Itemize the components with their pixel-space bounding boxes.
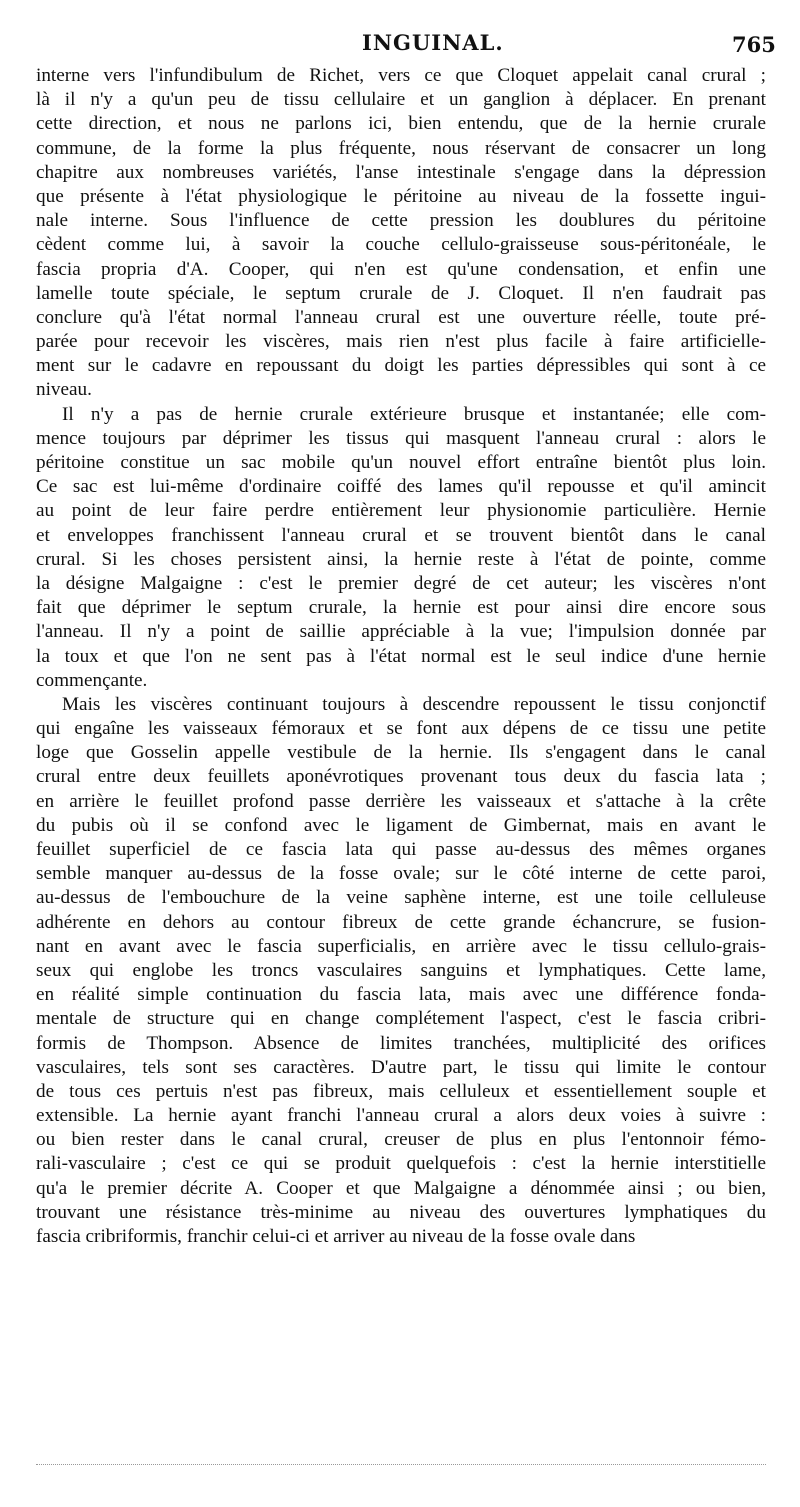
text-line: parée pour recevoir les viscères, mais rien n'est plus facile à faire artificielle- bbox=[36, 331, 766, 353]
text-line: l'anneau. Il n'y a point de saillie appréciable à la vue; l'impulsion donnée par bbox=[36, 621, 766, 643]
text-line: fascia cribriformis, franchir celui-ci et arriver au niveau de la fosse ovale dans bbox=[36, 1226, 636, 1247]
text-line: extensible. La hernie ayant franchi l'anneau crural a alors deux voies à suivre : bbox=[36, 1105, 766, 1127]
text-line: fait que déprimer le septum crurale, la hernie est pour ainsi dire encore sous bbox=[36, 597, 766, 619]
text-line: seux qui englobe les troncs vasculaires sanguins et lymphatiques. Cette lame, bbox=[36, 959, 766, 981]
text-line: nant en avant avec le fascia superficialis, en arrière avec le tissu cellulo-grais- bbox=[36, 935, 766, 957]
text-line: de tous ces pertuis n'est pas fibreux, mais celluleux et essentiellement souple et bbox=[36, 1080, 766, 1102]
text-line: vasculaires, tels sont ses caractères. D'autre part, le tissu qui limite le contour bbox=[36, 1056, 766, 1078]
text-line: adhérente en dehors au contour fibreux de cette grande échancrure, se fusion- bbox=[36, 911, 766, 933]
text-line: lamelle toute spéciale, le septum crurale de J. Cloquet. Il n'en faudrait pas bbox=[36, 282, 766, 304]
paragraph bbox=[36, 403, 766, 693]
text-line: chapitre aux nombreuses variétés, l'anse intestinale s'engage dans la dépression bbox=[36, 161, 766, 183]
text-line: fascia propria d'A. Cooper, qui n'en est qu'une condensation, et enfin une bbox=[36, 258, 766, 280]
text-line: niveau. bbox=[36, 379, 92, 401]
text-line: ment sur le cadavre en repoussant du doigt les parties dépressibles qui sont à ce bbox=[36, 355, 766, 377]
text-line: crural entre deux feuillets aponévrotiques provenant tous deux du fascia lata ; bbox=[36, 766, 766, 788]
text-line: au point de leur faire perdre entièrement leur physionomie particulière. Hernie bbox=[36, 500, 766, 522]
text-line: au-dessus de l'embouchure de la veine saphène interne, est une toile celluleuse bbox=[36, 887, 766, 909]
text-line: qui engaîne les vaisseaux fémoraux et se font aux dépens de ce tissu une petite bbox=[36, 718, 766, 740]
text-line: que présente à l'état physiologique le péritoine au niveau de la fossette ingui- bbox=[36, 185, 766, 207]
text-line: semble manquer au-dessus de la fosse ovale; sur le côté interne de cette paroi, bbox=[36, 863, 766, 885]
text-line: Ce sac est lui-même d'ordinaire coiffé des lames qu'il repousse et qu'il amincit bbox=[36, 476, 766, 498]
text-line: et enveloppes franchissent l'anneau crural et se trouvent bientôt dans le canal bbox=[36, 524, 766, 546]
text-line: interne vers l'infundibulum de Richet, vers ce que Cloquet appelait canal crural ; bbox=[36, 65, 766, 86]
body-text bbox=[36, 64, 766, 1249]
text-line: la désigne Malgaigne : c'est le premier degré de cet auteur; les viscères n'ont bbox=[36, 572, 766, 594]
text-line: nale interne. Sous l'influence de cette pression les doublures du péritoine bbox=[36, 210, 766, 232]
text-line: Il n'y a pas de hernie crurale extérieure brusque et instantanée; elle com- bbox=[62, 403, 766, 425]
text-line: cette direction, et nous ne parlons ici, bien entendu, que de la hernie crurale bbox=[36, 113, 766, 135]
footer-rule bbox=[36, 1464, 766, 1465]
text-line: mentale de structure qui en change complétement l'aspect, c'est le fascia cribri- bbox=[36, 1008, 766, 1030]
text-line: crural. Si les choses persistent ainsi, la hernie reste à l'état de pointe, comme bbox=[36, 548, 766, 570]
text-line: la toux et que l'on ne sent pas à l'état normal est le seul indice d'une hernie bbox=[36, 645, 766, 667]
text-line: ou bien rester dans le canal crural, creuser de plus en plus l'entonnoir fémo- bbox=[36, 1129, 766, 1151]
paragraph bbox=[36, 64, 766, 403]
text-line: là il n'y a qu'un peu de tissu cellulaire et un ganglion à déplacer. En prenant bbox=[36, 89, 766, 111]
text-line: du pubis où il se confond avec le ligament de Gimbernat, mais en avant le bbox=[36, 814, 766, 836]
text-line: cèdent comme lui, à savoir la couche cellulo-graisseuse sous-péritonéale, le bbox=[36, 234, 766, 256]
paragraph bbox=[36, 693, 766, 1249]
text-line: en réalité simple continuation du fascia lata, mais avec une différence fonda- bbox=[36, 984, 766, 1006]
text-line: formis de Thompson. Absence de limites tranchées, multiplicité des orifices bbox=[36, 1032, 766, 1054]
page-header bbox=[0, 30, 800, 62]
text-line: commune, de la forme la plus fréquente, nous réservant de consacrer un long bbox=[36, 137, 766, 159]
text-line: mence toujours par déprimer les tissus qui masquent l'anneau crural : alors le bbox=[36, 427, 766, 449]
page-number: 765 bbox=[732, 32, 776, 57]
text-line: commençante. bbox=[36, 669, 148, 691]
text-line: péritoine constitue un sac mobile qu'un nouvel effort entraîne bientôt plus loin. bbox=[36, 452, 766, 473]
text-line: trouvant une résistance très-minime au niveau des ouvertures lymphatiques du bbox=[36, 1201, 766, 1223]
text-line: Mais les viscères continuant toujours à descendre repoussent le tissu conjonctif bbox=[62, 693, 766, 715]
text-line: conclure qu'à l'état normal l'anneau crural est une ouverture réelle, toute pré- bbox=[36, 306, 766, 328]
running-head: INGUINAL. bbox=[362, 30, 504, 55]
text-line: rali-vasculaire ; c'est ce qui se produit quelquefois : c'est la hernie interstitielle bbox=[36, 1153, 766, 1175]
text-line: qu'a le premier décrite A. Cooper et que Malgaigne a dénommée ainsi ; ou bien, bbox=[36, 1177, 766, 1199]
text-line: feuillet superficiel de ce fascia lata qui passe au-dessus des mêmes organes bbox=[36, 839, 766, 860]
text-line: loge que Gosselin appelle vestibule de la hernie. Ils s'engagent dans le canal bbox=[36, 742, 766, 764]
text-line: en arrière le feuillet profond passe derrière les vaisseaux et s'attache à la crête bbox=[36, 790, 766, 812]
